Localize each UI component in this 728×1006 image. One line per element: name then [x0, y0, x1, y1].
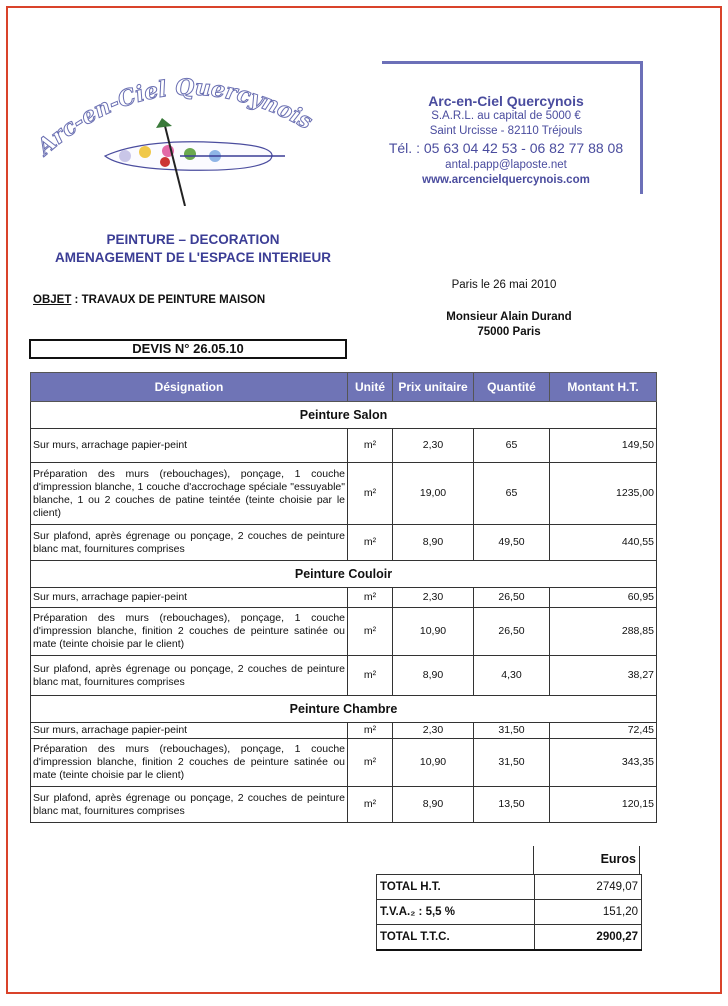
document-date: Paris le 26 mai 2010	[451, 279, 557, 291]
header-quantity: Quantité	[474, 373, 550, 402]
row-amount: 440,55	[550, 525, 657, 561]
row-price: 19,00	[393, 463, 474, 525]
section-row	[31, 561, 657, 588]
row-unit: m²	[348, 525, 393, 561]
row-quantity: 65	[474, 463, 550, 525]
table-row	[31, 429, 657, 463]
section-row	[31, 696, 657, 723]
row-unit: m²	[348, 588, 393, 608]
objet-line	[33, 294, 265, 306]
row-amount: 149,50	[550, 429, 657, 463]
company-legal: S.A.R.L. au capital de 5000 €	[431, 110, 581, 122]
row-amount: 120,15	[550, 787, 657, 823]
company-website: www.arcencielquercynois.com	[422, 174, 590, 186]
table-row	[31, 588, 657, 608]
row-price: 2,30	[393, 723, 474, 739]
row-quantity: 31,50	[474, 739, 550, 787]
header-unit: Unité	[348, 373, 393, 402]
total-ttc-label: TOTAL T.T.C.	[377, 925, 535, 951]
header-designation: Désignation	[31, 373, 348, 402]
company-logo	[30, 56, 360, 206]
logo-text: Arc-en-Ciel Quercynois	[32, 74, 317, 161]
total-ht-value: 2749,07	[535, 875, 642, 900]
row-unit: m²	[348, 787, 393, 823]
section-title: Peinture Chambre	[31, 696, 657, 723]
row-unit: m²	[348, 739, 393, 787]
row-unit: m²	[348, 723, 393, 739]
row-amount: 72,45	[550, 723, 657, 739]
row-description: Préparation des murs (rebouchages), ponçage, 1 couche d'impression blanche, 1 couche d'accrochage spéciale "essuyable" blanche, 1 ou 2 couches de patine teintée (teinte choisie par le client)	[31, 463, 348, 525]
row-amount: 343,35	[550, 739, 657, 787]
company-address: Saint Urcisse - 82110 Tréjouls	[429, 125, 583, 137]
row-quantity: 26,50	[474, 608, 550, 656]
tva-value: 151,20	[535, 900, 642, 925]
table-row	[31, 525, 657, 561]
table-row	[31, 787, 657, 823]
header-amount: Montant H.T.	[550, 373, 657, 402]
total-ttc-value: 2900,27	[535, 925, 642, 951]
row-price: 10,90	[393, 608, 474, 656]
row-quantity: 13,50	[474, 787, 550, 823]
client-city: 75000 Paris	[477, 326, 541, 338]
company-info-box	[382, 61, 643, 194]
section-title: Peinture Salon	[31, 402, 657, 429]
row-price: 8,90	[393, 656, 474, 696]
row-description: Sur murs, arrachage papier-peint	[31, 723, 348, 739]
total-ht-row	[377, 875, 642, 900]
row-price: 2,30	[393, 429, 474, 463]
row-price: 8,90	[393, 525, 474, 561]
row-quantity: 26,50	[474, 588, 550, 608]
row-unit: m²	[348, 608, 393, 656]
table-row	[31, 739, 657, 787]
header-unit-price: Prix unitaire	[393, 373, 474, 402]
row-description: Sur plafond, après égrenage ou ponçage, 2 couches de peinture blanc mat, fournitures comprises	[31, 656, 348, 696]
row-unit: m²	[348, 429, 393, 463]
table-row	[31, 723, 657, 739]
totals-table	[376, 874, 642, 951]
objet-label: OBJET	[33, 294, 72, 306]
quote-page	[6, 6, 722, 994]
table-row	[31, 463, 657, 525]
row-quantity: 31,50	[474, 723, 550, 739]
table-header-row	[31, 373, 657, 402]
section-title: Peinture Couloir	[31, 561, 657, 588]
quote-table	[30, 372, 657, 823]
row-price: 8,90	[393, 787, 474, 823]
row-description: Sur murs, arrachage papier-peint	[31, 588, 348, 608]
row-description: Sur plafond, après égrenage ou ponçage, 2 couches de peinture blanc mat, fournitures comprises	[31, 525, 348, 561]
row-description: Préparation des murs (rebouchages), ponçage, 1 couche d'impression blanche, finition 2 couches de peinture satinée ou mate (teinte choisie par le client)	[31, 608, 348, 656]
table-row	[31, 656, 657, 696]
objet-text: : TRAVAUX DE PEINTURE MAISON	[71, 294, 266, 306]
row-amount: 288,85	[550, 608, 657, 656]
client-name: Monsieur Alain Durand	[446, 311, 572, 323]
company-email: antal.papp@laposte.net	[445, 159, 567, 171]
table-row	[31, 608, 657, 656]
row-amount: 1235,00	[550, 463, 657, 525]
row-description: Préparation des murs (rebouchages), ponçage, 1 couche d'impression blanche, finition 2 couches de peinture satinée ou mate (teinte choisie par le client)	[31, 739, 348, 787]
total-ttc-row	[377, 925, 642, 951]
row-unit: m²	[348, 656, 393, 696]
row-quantity: 49,50	[474, 525, 550, 561]
row-unit: m²	[348, 463, 393, 525]
company-name: Arc-en-Ciel Quercynois	[428, 93, 584, 109]
row-price: 10,90	[393, 739, 474, 787]
row-quantity: 4,30	[474, 656, 550, 696]
row-quantity: 65	[474, 429, 550, 463]
tva-row	[377, 900, 642, 925]
row-amount: 60,95	[550, 588, 657, 608]
company-phone: Tél. : 05 63 04 42 53 - 06 82 77 88 08	[388, 140, 624, 156]
total-ht-label: TOTAL H.T.	[377, 875, 535, 900]
currency-label: Euros	[533, 846, 640, 874]
row-description: Sur plafond, après égrenage ou ponçage, 2 couches de peinture blanc mat, fournitures comprises	[31, 787, 348, 823]
row-price: 2,30	[393, 588, 474, 608]
row-description: Sur murs, arrachage papier-peint	[31, 429, 348, 463]
activity-line-1: PEINTURE – DECORATION	[106, 232, 280, 247]
row-amount: 38,27	[550, 656, 657, 696]
activity-line-2: AMENAGEMENT DE L'ESPACE INTERIEUR	[55, 250, 331, 265]
tva-label: T.V.A.₂ : 5,5 %	[377, 900, 535, 925]
section-row	[31, 402, 657, 429]
devis-title: DEVIS N° 26.05.10	[29, 339, 347, 359]
